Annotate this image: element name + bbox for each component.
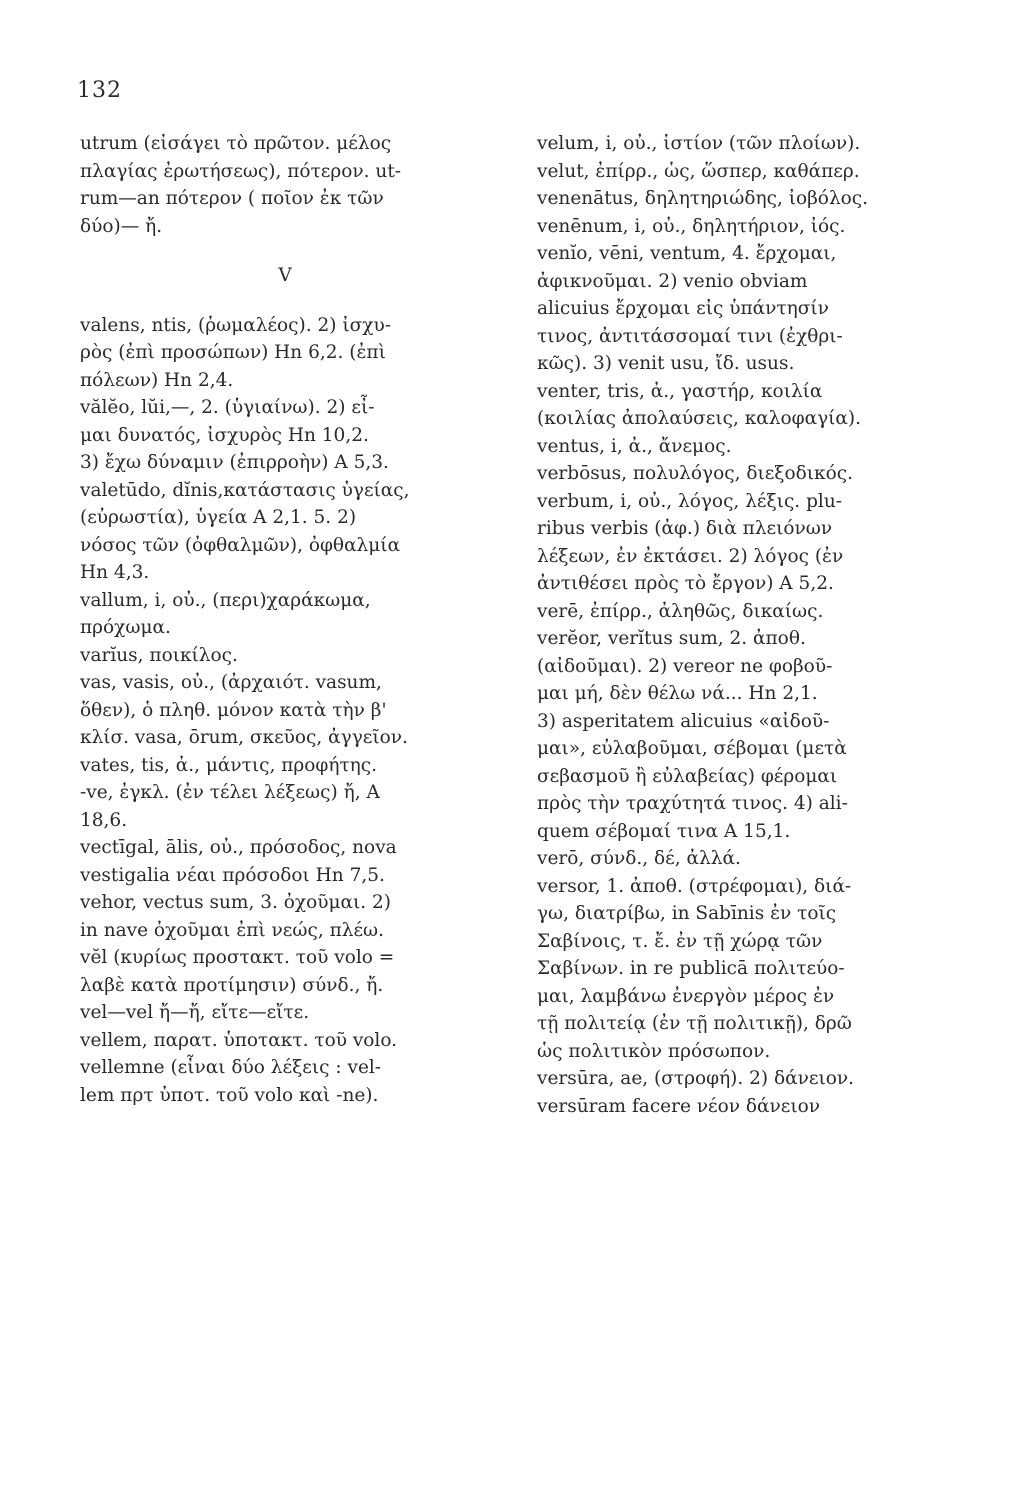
entry-line: vĕl (κυρίως προστακτ. τοῦ volo = <box>80 947 395 968</box>
entry-line: (κοιλίας ἀπολαύσεις, καλοφαγία). <box>537 408 861 429</box>
entry-line: πρόχωμα. <box>80 617 171 638</box>
entry-line: venenātus, δηλητηριώδης, ἰοβόλος. <box>537 188 869 209</box>
entry-line: verē, ἐπίρρ., ἀληθῶς, δικαίως. <box>537 600 824 622</box>
entry-line: vates, tis, ἀ., μάντις, προφήτης. <box>80 754 378 776</box>
entry-line: Σαβίνων. in re publicā πολιτεύο- <box>537 958 845 979</box>
entry-line: λαβὲ κατὰ προτίμησιν) σύνδ., ἤ. <box>80 974 384 996</box>
entry-line: quem σέβομαί τινα A 15,1. <box>537 820 791 842</box>
entry-line: verbum, i, οὐ., λόγος, λέξις. plu- <box>537 490 842 512</box>
entry-line: ἀφικνοῦμαι. 2) venio obviam <box>537 270 808 292</box>
entry-line: vallum, i, οὐ., (περι)χαράκωμα, <box>80 589 371 611</box>
entry-line: vellem, παρατ. ὑποτακτ. τοῦ volo. <box>80 1029 398 1051</box>
entry-line: ἀντιθέσει πρὸς τὸ ἔργον) A 5,2. <box>537 573 834 594</box>
entry-line: 18,6. <box>80 809 128 831</box>
entry-line: 3) ἔχω δύναμιν (ἐπιρροὴν) A 5,3. <box>80 452 389 473</box>
entry-line: versor, 1. ἀποθ. (στρέφομαι), διά- <box>537 875 852 897</box>
entry-line: rum—an πότερον ( ποῖον ἐκ τῶν <box>80 188 384 209</box>
entry-line: vas, vasis, οὐ., (ἀρχαιότ. vasum, <box>80 672 382 693</box>
entry-line: μαι, λαμβάνω ἐνεργὸν μέρος ἐν <box>537 985 835 1007</box>
entry-line: verō, σύνδ., δέ, ἀλλά. <box>537 848 741 869</box>
entry-line: 3) asperitatem alicuius «αἰδοῦ- <box>537 710 830 732</box>
entry-line: utrum (εἰσάγει τὸ πρῶτον. μέλος <box>80 133 392 154</box>
entry-line: vestigalia νέαι πρόσοδοι Hn 7,5. <box>80 864 385 886</box>
entry-line: versūram facere νέον δάνειον <box>537 1095 821 1117</box>
entry-line: versūra, ae, (στροφή). 2) δάνειον. <box>537 1068 854 1089</box>
entry-line: venter, tris, ἀ., γαστήρ, κοιλία <box>537 380 823 402</box>
entry-line: ribus verbis (ἀφ.) διὰ πλειόνων <box>537 518 833 539</box>
entry-line: vectīgal, ālis, οὐ., πρόσοδος, nova <box>80 837 397 858</box>
entry-line: verĕor, verĭtus sum, 2. ἀποθ. <box>537 628 806 649</box>
entry-line: -ve, ἐγκλ. (ἐν τέλει λέξεως) ἤ, A <box>80 782 380 803</box>
entry-line: νόσος τῶν (ὀφθαλμῶν), ὀφθαλμία <box>80 534 401 556</box>
entry-line: ὅθεν), ὁ πληθ. μόνον κατὰ τὴν β' <box>80 699 387 721</box>
entry-line: (εὐρωστία), ὑγεία A 2,1. 5. 2) <box>80 507 357 528</box>
entry-line: μαι δυνατός, ἰσχυρὸς Hn 10,2. <box>80 424 369 446</box>
entry-line: verbōsus, πολυλόγος, διεξοδικός. <box>537 463 853 484</box>
section-letter: V <box>278 265 292 286</box>
entry-line: ὡς πολιτικὸν πρόσωπον. <box>537 1040 771 1062</box>
entry-line: Σαβίνοις, τ. ἔ. ἐν τῇ χώρᾳ τῶν <box>537 930 823 952</box>
entry-line: lem πρτ ὑποτ. τοῦ volo καὶ -ne). <box>80 1084 379 1106</box>
entry-line: δύο)— ἤ. <box>80 215 163 237</box>
page-number: 132 <box>77 78 122 103</box>
left-column <box>80 130 490 1109</box>
entry-line: vellemne (εἶναι δύο λέξεις : vel- <box>80 1057 382 1078</box>
entry-line: velut, ἐπίρρ., ὡς, ὥσπερ, καθάπερ. <box>537 160 860 182</box>
entry-line: τινος, ἀντιτάσσομαί τινι (ἐχθρι- <box>537 325 843 347</box>
right-column <box>537 130 967 1120</box>
entry-line: σεβασμοῦ ἢ εὐλαβείας) φέρομαι <box>537 765 838 787</box>
entry-line: λέξεων, ἐν ἐκτάσει. 2) λόγος (ἐν <box>537 545 844 567</box>
entry-line: πλαγίας ἐρωτήσεως), πότερον. ut- <box>80 160 402 182</box>
entry-line: γω, διατρίβω, in Sabīnis ἐν τοῖς <box>537 903 837 924</box>
entry-line: varĭus, ποικίλος. <box>80 644 238 666</box>
entry-line: velum, i, οὐ., ἱστίον (τῶν πλοίων). <box>537 133 861 154</box>
entry-line: valens, ntis, (ῥωμαλέος). 2) ἰσχυ- <box>80 314 391 336</box>
entry-line: valetūdo, dĭnis,κατάστασις ὑγείας, <box>80 479 410 501</box>
entry-line: ρὸς (ἐπὶ προσώπων) Hn 6,2. (ἐπὶ <box>80 342 386 363</box>
entry-line: vehor, vectus sum, 3. ὀχοῦμαι. 2) <box>80 892 392 913</box>
entry-line: alicuius ἔρχομαι εἰς ὑπάντησίν <box>537 298 829 319</box>
entry-line: τῇ πολιτείᾳ (ἐν τῇ πολιτικῇ), δρῶ <box>537 1013 852 1034</box>
entry-line: ventus, i, ἀ., ἄνεμος. <box>537 435 732 457</box>
entry-line: vel—vel ἤ—ἤ, εἴτε—εἴτε. <box>80 1002 310 1023</box>
entry-line: venĭo, vēni, ventum, 4. ἔρχομαι, <box>537 243 837 264</box>
entry-line: (αἰδοῦμαι). 2) vereor ne φοβοῦ- <box>537 655 833 677</box>
entry-line: κλίσ. vasa, ōrum, σκεῦος, ἀγγεῖον. <box>80 727 408 748</box>
entry-line: μαι μή, δὲν θέλω νά... Hn 2,1. <box>537 683 818 704</box>
entry-line: Hn 4,3. <box>80 562 150 583</box>
entry-line: in nave ὀχοῦμαι ἐπὶ νεώς, πλέω. <box>80 919 385 941</box>
entry-line: μαι», εὐλαβοῦμαι, σέβομαι (μετὰ <box>537 738 847 759</box>
entry-line: πρὸς τὴν τραχύτητά τινος. 4) ali- <box>537 793 848 814</box>
entry-line: venēnum, i, οὐ., δηλητήριον, ἰός. <box>537 215 846 237</box>
entry-line: vălĕo, lŭi,—, 2. (ὑγιαίνω). 2) εἶ- <box>80 397 375 418</box>
entry-line: κῶς). 3) venit usu, ἴδ. usus. <box>537 353 795 374</box>
entry-line: πόλεων) Hn 2,4. <box>80 369 234 391</box>
